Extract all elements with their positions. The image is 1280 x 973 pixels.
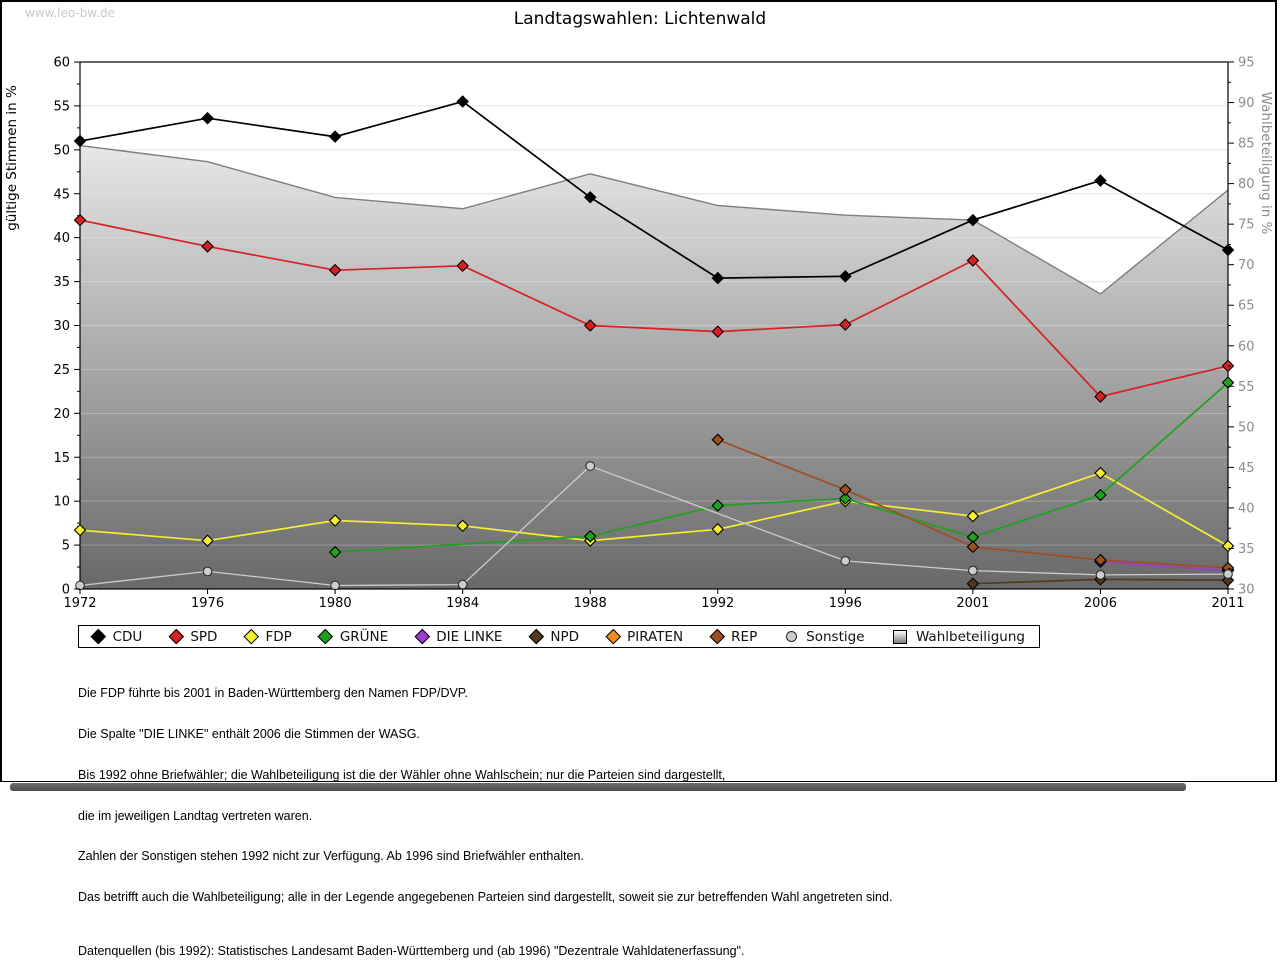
window-bottom-bar (10, 783, 1186, 791)
legend (78, 625, 1040, 648)
data-point-cdu (202, 113, 213, 124)
svg-text:2006: 2006 (1083, 596, 1117, 611)
x-axis (63, 589, 1244, 611)
data-point-sonstige (203, 567, 212, 576)
legend-label: REP (731, 628, 758, 645)
svg-text:40: 40 (1238, 501, 1255, 517)
svg-text:0: 0 (61, 582, 70, 598)
legend-item-wahlbeteiligung (893, 629, 1025, 645)
legend-label: Sonstige (806, 628, 865, 645)
svg-text:95: 95 (1238, 55, 1255, 71)
svg-text:30: 30 (53, 319, 70, 334)
turnout-area (80, 146, 1228, 590)
svg-text:10: 10 (53, 494, 70, 510)
right-axis-title: Wahlbeteiligung in % (1258, 91, 1274, 235)
svg-text:1972: 1972 (63, 596, 97, 611)
svg-text:1976: 1976 (191, 596, 225, 611)
data-point-sonstige (1224, 570, 1233, 579)
legend-label: Wahlbeteiligung (915, 628, 1025, 645)
data-point-sonstige (969, 566, 978, 575)
svg-text:40: 40 (53, 231, 70, 247)
svg-text:20: 20 (53, 406, 70, 422)
svg-text:85: 85 (1238, 136, 1255, 152)
data-point-sonstige (76, 581, 85, 590)
svg-text:1996: 1996 (828, 596, 862, 611)
data-point-sonstige (331, 581, 340, 590)
svg-text:1980: 1980 (318, 596, 352, 611)
legend-item-gr-ne (320, 629, 388, 645)
legend-item-rep (712, 629, 758, 645)
svg-text:2001: 2001 (956, 596, 990, 611)
legend-item-cdu (93, 629, 142, 645)
legend-item-spd (171, 629, 218, 645)
svg-text:35: 35 (1238, 541, 1255, 557)
fdp-marker-icon (244, 629, 259, 644)
footnote-line: Zahlen der Sonstigen stehen 1992 nicht zur Verfügung. Ab 1996 sind Briefwähler enthalten. (78, 849, 584, 864)
cdu-marker-icon (91, 629, 106, 644)
svg-text:1988: 1988 (573, 596, 607, 611)
svg-text:1984: 1984 (446, 596, 480, 611)
data-point-cdu (75, 136, 86, 147)
left-axis (53, 56, 80, 598)
svg-text:45: 45 (1238, 460, 1255, 476)
svg-text:55: 55 (53, 99, 70, 115)
rep-marker-icon (709, 629, 724, 644)
svg-text:35: 35 (53, 275, 70, 291)
piraten-marker-icon (605, 629, 620, 644)
legend-item-npd (531, 629, 579, 645)
svg-text:70: 70 (1238, 258, 1255, 274)
svg-text:50: 50 (53, 143, 70, 159)
footnote-line: Das betrifft auch die Wahlbeteiligung; alle in der Legende angegebenen Parteien sind dargestellt, soweit sie zur betreffenden Wahl angetreten sind. (78, 890, 893, 905)
die-linke-marker-icon (414, 629, 429, 644)
svg-text:30: 30 (1238, 582, 1255, 598)
footnotes (78, 660, 1258, 973)
footnote-line: Bis 1992 ohne Briefwähler; die Wahlbeteiligung ist die der Wähler ohne Wahlschein; nur die Parteien sind dargestellt, (78, 767, 726, 782)
svg-text:2011: 2011 (1211, 596, 1245, 611)
gr-ne-marker-icon (318, 629, 333, 644)
plot-area (53, 56, 1254, 612)
legend-item-piraten (608, 629, 684, 645)
svg-text:15: 15 (53, 450, 70, 466)
chart-title: Landtagswahlen: Lichtenwald (513, 9, 767, 29)
svg-text:45: 45 (53, 187, 70, 203)
data-point-sonstige (1096, 571, 1105, 580)
data-source-line: Datenquellen (bis 1992): Statistisches Landesamt Baden-Württemberg und (ab 1996) "Dezentrale Wahldatenerfassung". (78, 944, 745, 959)
svg-text:80: 80 (1238, 177, 1255, 193)
svg-text:25: 25 (53, 362, 70, 378)
footnote-line: Die Spalte "DIE LINKE" enthält 2006 die Stimmen der WASG. (78, 726, 420, 741)
right-axis (1228, 56, 1255, 598)
legend-label: NPD (550, 628, 580, 645)
legend-label: DIE LINKE (436, 628, 503, 645)
legend-item-die-linke (417, 629, 503, 645)
svg-text:5: 5 (61, 538, 70, 554)
data-point-cdu (330, 131, 341, 142)
footnote-line: Die FDP führte bis 2001 in Baden-Württemberg den Namen FDP/DVP. (78, 686, 469, 701)
data-point-cdu (1095, 175, 1106, 186)
svg-text:90: 90 (1238, 96, 1255, 112)
svg-text:75: 75 (1238, 217, 1255, 233)
sonstige-marker-icon (786, 631, 798, 643)
svg-text:1992: 1992 (701, 596, 735, 611)
data-point-sonstige (586, 462, 595, 471)
left-axis-title: gültige Stimmen in % (4, 85, 20, 231)
spd-marker-icon (169, 629, 184, 644)
svg-text:65: 65 (1238, 298, 1255, 314)
data-point-sonstige (458, 580, 467, 589)
legend-label: CDU (112, 628, 143, 645)
legend-item-fdp (246, 629, 292, 645)
legend-item-sonstige (786, 629, 865, 645)
legend-label: SPD (190, 628, 218, 645)
svg-text:60: 60 (53, 55, 70, 71)
svg-text:55: 55 (1238, 379, 1255, 395)
svg-text:60: 60 (1238, 339, 1255, 355)
npd-marker-icon (529, 629, 544, 644)
wahlbeteiligung-marker-icon (893, 630, 907, 644)
svg-text:50: 50 (1238, 420, 1255, 436)
legend-label: FDP (265, 628, 292, 645)
legend-label: GRÜNE (339, 628, 389, 645)
footnote-line: die im jeweiligen Landtag vertreten waren. (78, 808, 313, 823)
data-point-sonstige (841, 557, 850, 566)
legend-label: PIRATEN (627, 628, 684, 645)
watermark: www.leo-bw.de (25, 6, 115, 20)
